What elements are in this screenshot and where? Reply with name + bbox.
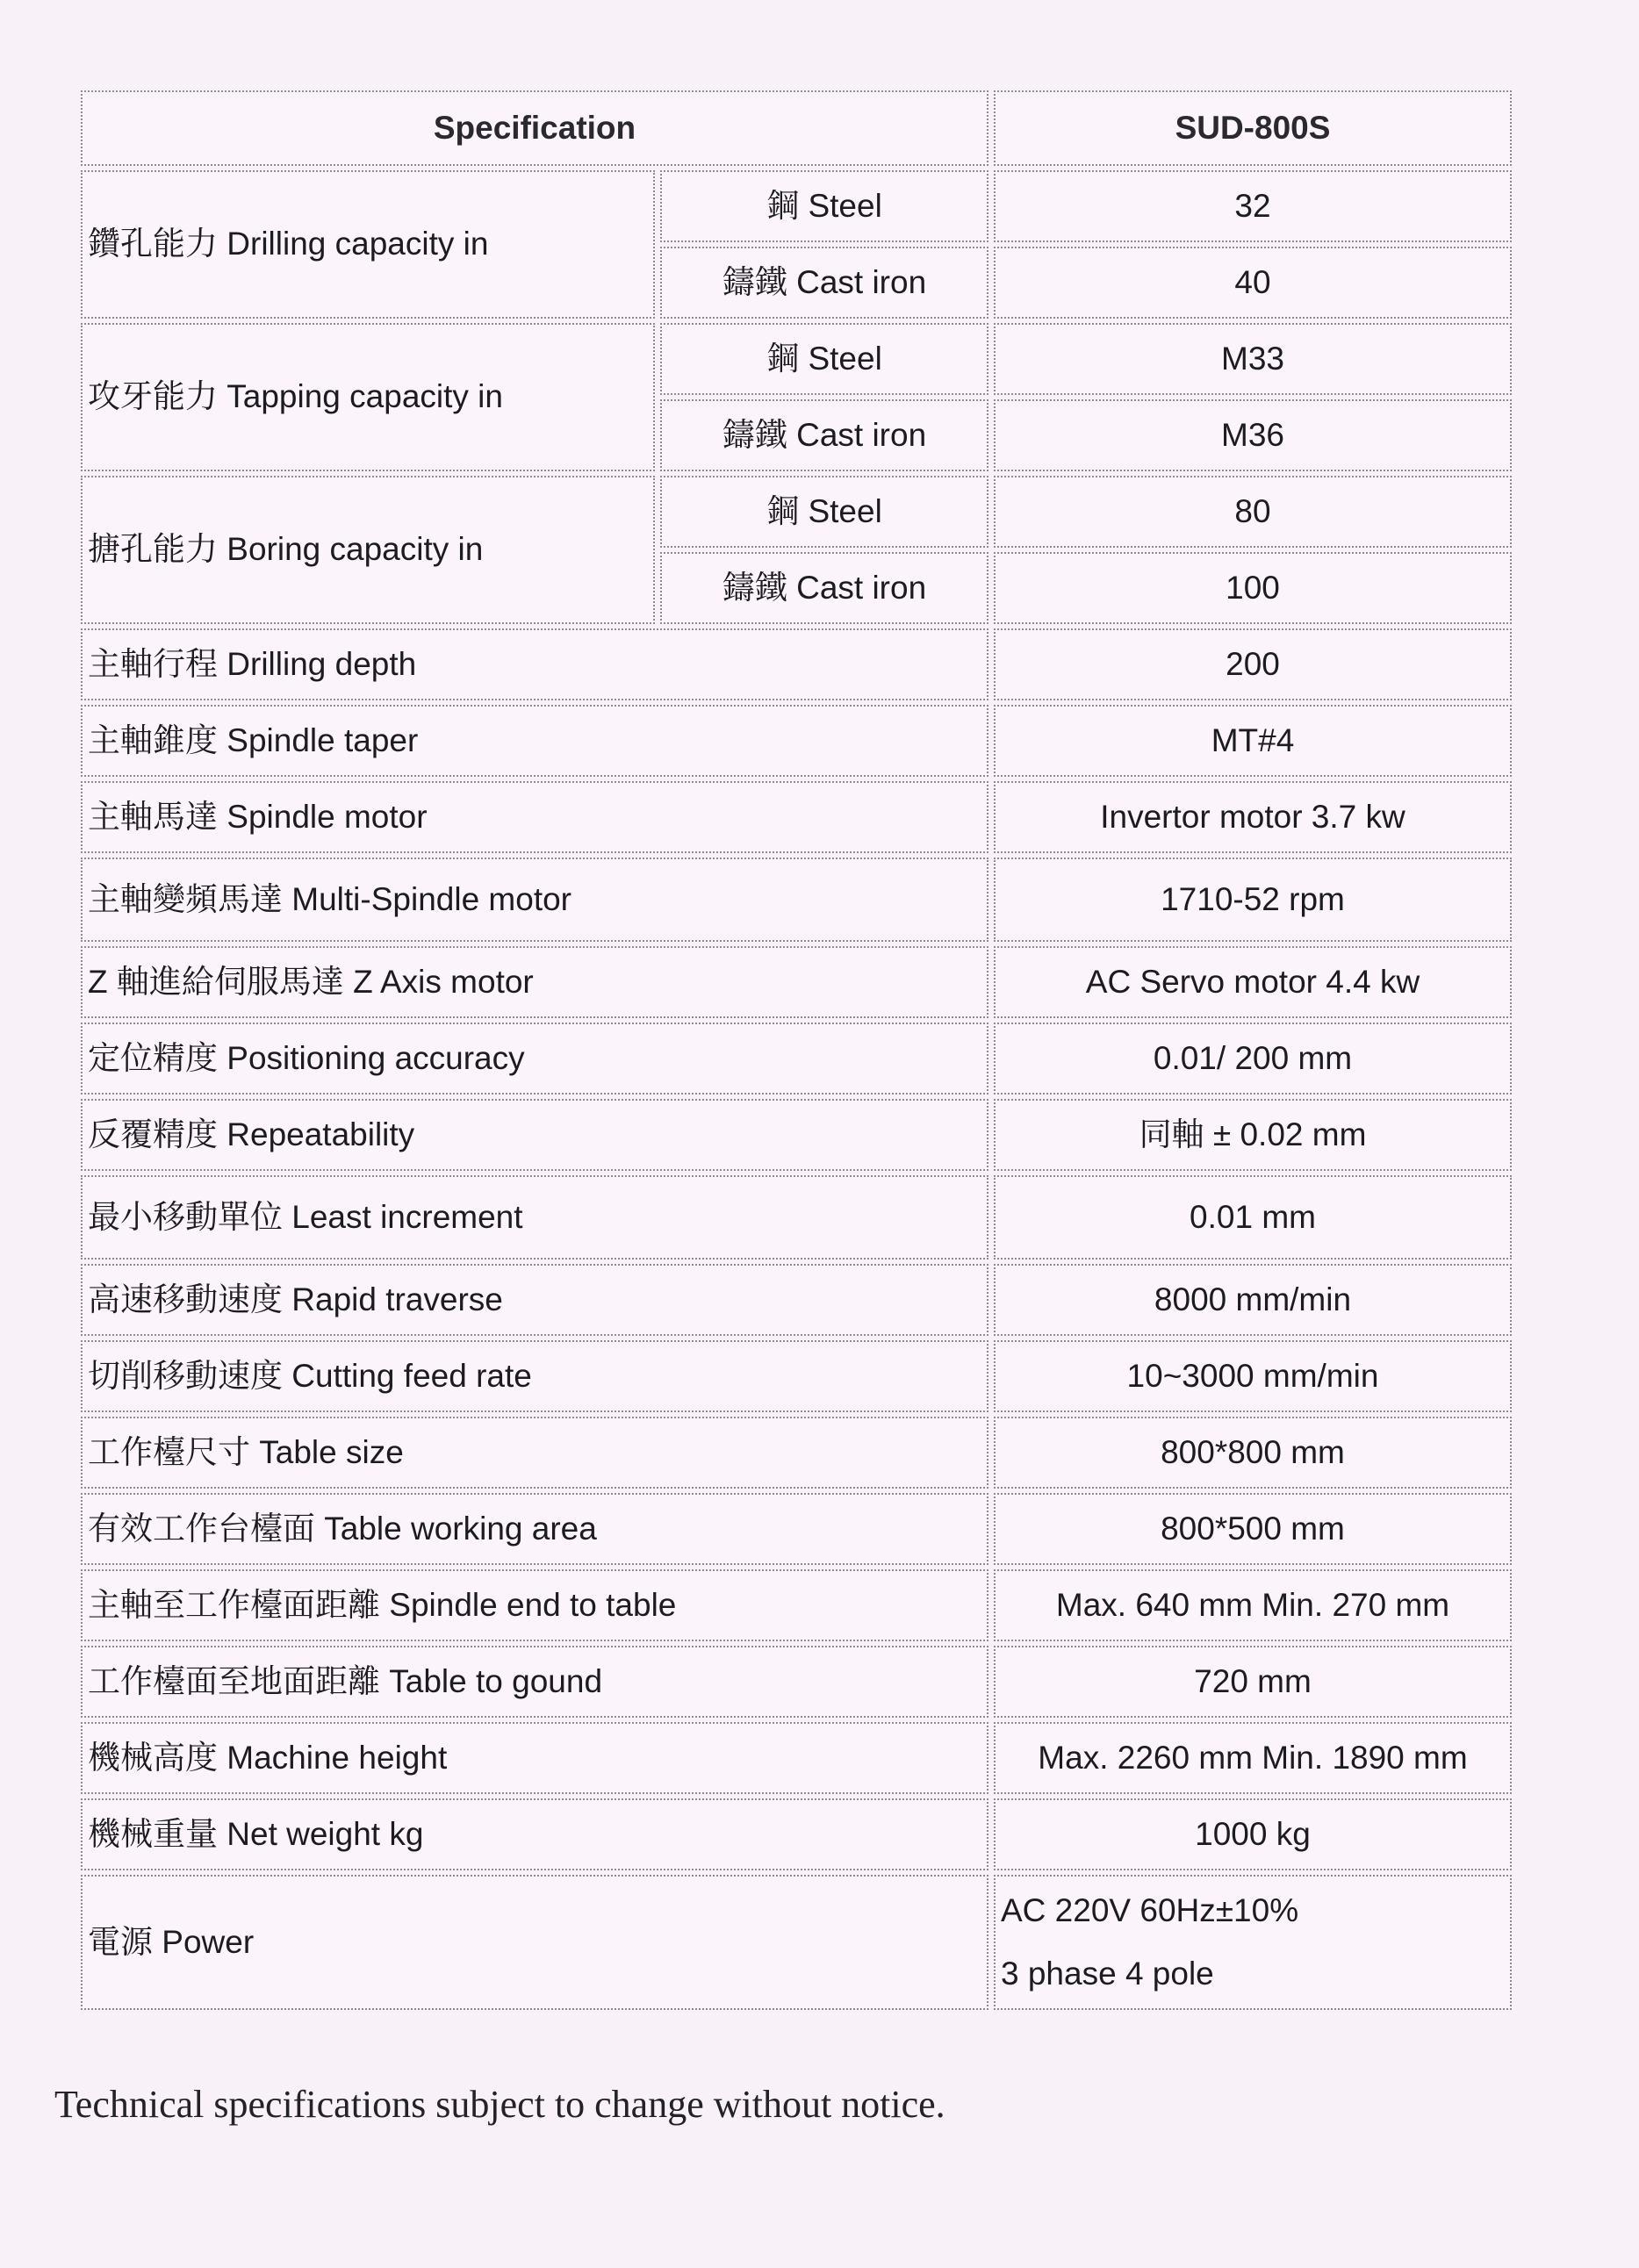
spec-row (81, 1417, 1512, 1489)
tapping-steel-label: 鋼 Steel (660, 323, 988, 395)
tapping-iron-label: 鑄鐵 Cast iron (660, 399, 988, 471)
spec-row-label: 高速移動速度 Rapid traverse (81, 1264, 988, 1336)
spec-row (81, 1175, 1512, 1260)
spec-row-label: 工作檯面至地面距離 Table to gound (81, 1646, 988, 1718)
power-label: 電源 Power (81, 1875, 988, 2010)
boring-iron-label: 鑄鐵 Cast iron (660, 552, 988, 624)
spec-row-value: 200 (994, 628, 1512, 700)
drilling-capacity-label: 鑽孔能力 Drilling capacity in (81, 170, 655, 319)
spec-row-value: MT#4 (994, 705, 1512, 777)
power-value (994, 1875, 1512, 2010)
header-row (81, 90, 1512, 166)
power-line-2: 3 phase 4 pole (1001, 1956, 1214, 1992)
tapping-capacity-label: 攻牙能力 Tapping capacity in (81, 323, 655, 471)
header-spec: Specification (81, 90, 988, 166)
spec-row-value: 0.01/ 200 mm (994, 1023, 1512, 1095)
spec-row-value: 1710-52 rpm (994, 858, 1512, 942)
spec-row-value: 10~3000 mm/min (994, 1340, 1512, 1412)
spec-row (81, 1099, 1512, 1171)
spec-row-value: AC Servo motor 4.4 kw (994, 946, 1512, 1018)
spec-row-label: 定位精度 Positioning accuracy (81, 1023, 988, 1095)
spec-row-value: 同軸 ± 0.02 mm (994, 1099, 1512, 1171)
spec-row (81, 1569, 1512, 1641)
spec-row-value: Invertor motor 3.7 kw (994, 781, 1512, 853)
spec-row (81, 1340, 1512, 1412)
spec-row-label: 主軸行程 Drilling depth (81, 628, 988, 700)
tapping-iron-value: M36 (994, 399, 1512, 471)
spec-row-value: Max. 2260 mm Min. 1890 mm (994, 1722, 1512, 1794)
spec-row-value: 1000 kg (994, 1798, 1512, 1870)
boring-steel-value: 80 (994, 476, 1512, 548)
spec-row-label: Z 軸進給伺服馬達 Z Axis motor (81, 946, 988, 1018)
power-line-1: AC 220V 60Hz±10% (1001, 1891, 1299, 1928)
spec-row (81, 1264, 1512, 1336)
tapping-row-steel (81, 323, 1512, 395)
spec-row (81, 858, 1512, 942)
drilling-iron-label: 鑄鐵 Cast iron (660, 247, 988, 319)
tapping-steel-value: M33 (994, 323, 1512, 395)
spec-row-label: 主軸變頻馬達 Multi-Spindle motor (81, 858, 988, 942)
boring-row-steel (81, 476, 1512, 548)
spec-row (81, 705, 1512, 777)
spec-row-label: 切削移動速度 Cutting feed rate (81, 1340, 988, 1412)
footer-notice: Technical specifications subject to change without notice. (54, 2083, 945, 2126)
spec-row (81, 1493, 1512, 1565)
spec-sheet (75, 86, 1512, 2014)
drilling-iron-value: 40 (994, 247, 1512, 319)
spec-row-label: 最小移動單位 Least increment (81, 1175, 988, 1260)
spec-row-label: 機械高度 Machine height (81, 1722, 988, 1794)
spec-row-label: 反覆精度 Repeatability (81, 1099, 988, 1171)
header-model: SUD-800S (994, 90, 1512, 166)
spec-row (81, 628, 1512, 700)
spec-row-label: 主軸至工作檯面距離 Spindle end to table (81, 1569, 988, 1641)
spec-row-value: 720 mm (994, 1646, 1512, 1718)
spec-row-label: 工作檯尺寸 Table size (81, 1417, 988, 1489)
drilling-steel-value: 32 (994, 170, 1512, 242)
spec-row-value: 800*500 mm (994, 1493, 1512, 1565)
power-row (81, 1875, 1512, 2010)
spec-row-value: 0.01 mm (994, 1175, 1512, 1260)
drilling-row-steel (81, 170, 1512, 242)
specification-table (75, 86, 1517, 2014)
spec-row-label: 有效工作台檯面 Table working area (81, 1493, 988, 1565)
boring-steel-label: 鋼 Steel (660, 476, 988, 548)
spec-row-label: 主軸馬達 Spindle motor (81, 781, 988, 853)
spec-row (81, 1023, 1512, 1095)
spec-row (81, 1798, 1512, 1870)
spec-row-value: Max. 640 mm Min. 270 mm (994, 1569, 1512, 1641)
spec-row (81, 781, 1512, 853)
spec-row-value: 8000 mm/min (994, 1264, 1512, 1336)
boring-capacity-label: 搪孔能力 Boring capacity in (81, 476, 655, 624)
spec-row-label: 主軸錐度 Spindle taper (81, 705, 988, 777)
drilling-steel-label: 鋼 Steel (660, 170, 988, 242)
spec-row-label: 機械重量 Net weight kg (81, 1798, 988, 1870)
spec-row (81, 1646, 1512, 1718)
spec-row-value: 800*800 mm (994, 1417, 1512, 1489)
spec-row (81, 1722, 1512, 1794)
spec-row (81, 946, 1512, 1018)
boring-iron-value: 100 (994, 552, 1512, 624)
